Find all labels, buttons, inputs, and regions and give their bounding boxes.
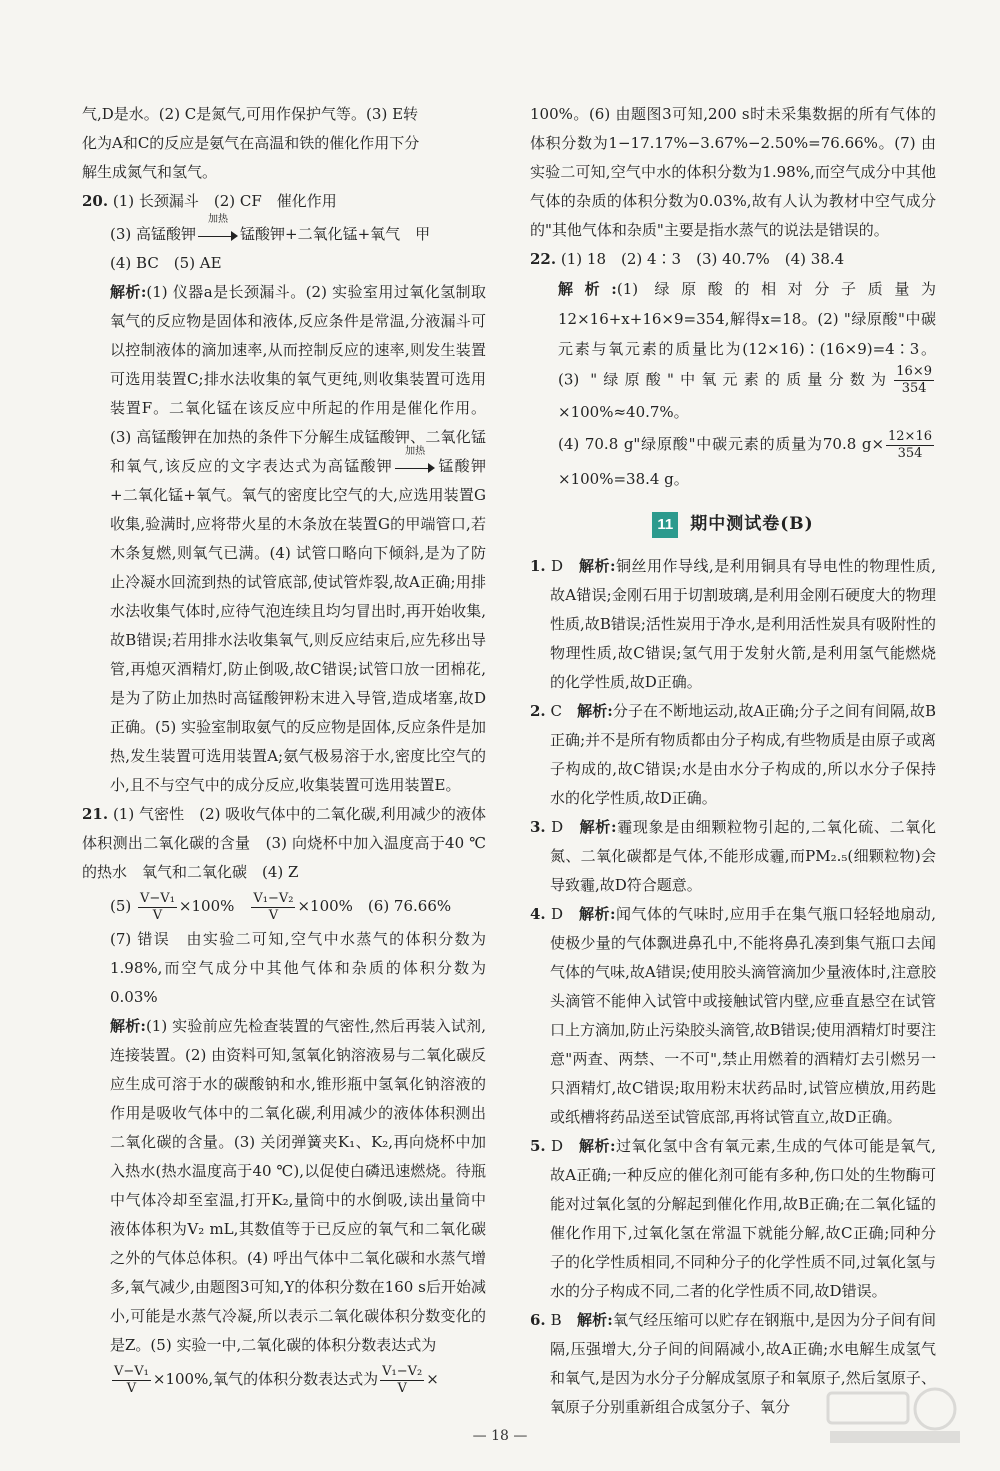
answer-text: (1) 长颈漏斗 (2) CF 催化作用 [112, 192, 337, 210]
question-22-analysis [530, 274, 936, 427]
answer-text: 锰酸钾+二氧化锰+氧气 甲 [240, 225, 431, 243]
analysis-text: ×100%=38.4 g。 [558, 469, 689, 488]
answer-item [530, 552, 936, 697]
question-number: 21. [82, 805, 109, 823]
answer-choice: D [550, 904, 563, 923]
reaction-arrow-icon [198, 214, 238, 242]
arrow-condition: 加热 [208, 214, 229, 225]
analysis-label: 解析: [558, 280, 617, 298]
question-20-answer [82, 187, 486, 216]
section-number-badge: 11 [652, 512, 678, 538]
analysis-text: (4) 70.8 g"绿原酸"中碳元素的质量为70.8 g× [558, 435, 885, 453]
analysis-text: (1) 仪器a是长颈漏斗。(2) 实验室用过氧化氢制取氧气的反应物是固体和液体,反应条件是常温,分液漏斗可以控制液体的滴加速率,从而控制反应的速率,则发生装置可选用装置C;排水法收集的氧气更纯,则收集装置可选用装置F。二氧化锰在该反应中所起的作用是催化作用。(3) 高锰酸钾在加热的条件下分解生成锰酸钾、二氧化锰和氧气,该反应的文字表达式为高锰酸钾 [110, 283, 486, 475]
question-number: 22. [530, 250, 557, 268]
analysis-label: 解析: [578, 904, 616, 923]
answer-text: (5) [110, 897, 132, 915]
question-number: 1. [530, 556, 546, 575]
analysis-text: 氧气经压缩可以贮存在钢瓶中,是因为分子间有间隔,压强增大,分子间的间隔减小,故A正确;水电解生成氢气和氧气,是因为水分子分解成氢原子和氧原子,然后氢原子、氧原子分别重新组合成氢分子、氧分 [550, 1310, 936, 1416]
section-heading [530, 510, 936, 540]
continuation-line: 解生成氮气和氢气。 [82, 163, 218, 181]
answer-choice: B [550, 1310, 562, 1329]
analysis-label: 解析: [578, 556, 616, 575]
left-column [82, 100, 486, 1398]
arrow-condition: 加热 [405, 446, 426, 457]
question-number: 5. [530, 1136, 546, 1155]
answer-choice: D [550, 556, 563, 575]
question-number: 20. [82, 192, 109, 210]
analysis-text: 霾现象是由细颗粒物引起的,二氧化硫、二氧化氮、二氧化碳都是气体,不能形成霾,而PM₂.₅(细颗粒物)会导致霾,故D符合题意。 [550, 817, 936, 894]
analysis-label: 解析: [577, 701, 613, 720]
fraction: $\frac{\text{V₁−V₂}}{V}$ [382, 1363, 423, 1396]
answer-text: ×100% (6) 76.66% [297, 897, 452, 915]
fraction: $\frac{\text{V−V₁}}{V}$ [114, 1363, 149, 1396]
answer-item [530, 813, 936, 900]
fraction: $\frac{12\times 16}{354}$ [888, 428, 932, 461]
analysis-text: 过氧化氢中含有氧元素,生成的气体可能是氧气,故A正确;一种反应的催化剂可能有多种,伤口处的生物酶可能对过氧化氢的分解起到催化作用,故B正确;在二氧化锰的催化作用下,过氧化氢在常温下就能分解,故C正确;同种分子的化学性质相同,不同种分子的化学性质不同,过氧化氢与水的分子构成不同,二者的化学性质不同,故D错误。 [550, 1136, 936, 1300]
analysis-text: 分子在不断地运动,故A正确;分子之间有间隔,故B正确;并不是所有物质都由分子构成,有些物质是由原子或离子构成的,故C错误;水是由水分子构成的,所以水分子保持水的化学性质,故D正确。 [550, 701, 936, 807]
answer-item [530, 697, 936, 813]
answer-text: (7) 错误 由实验二可知,空气中水蒸气的体积分数为1.98%,而空气成分中其他气体和杂质的体积分数为0.03% [110, 930, 486, 1006]
analysis-label: 解析: [110, 1017, 146, 1035]
question-number: 3. [530, 817, 546, 836]
answer-choice: C [550, 701, 562, 720]
analysis-text: 铜丝用作导线,是利用铜具有导电性的物理性质,故A错误;金刚石用于切割玻璃,是利用金刚石硬度大的物理性质,故B错误;活性炭用于净水,是利用活性炭具有吸附性的物理性质,故C错误;氢气用于发射火箭,是利用氢气能燃烧的化学性质,故D正确。 [550, 556, 936, 691]
question-21-analysis [82, 1012, 486, 1360]
analysis-text: (1) 绿原酸的相对分子质量为12×16+x+16×9=354,解得x=18。(2) "绿原酸"中碳元素与氧元素的质量比为(12×16)∶(16×9)=4∶3。(3) "绿原酸"中氧元素的质量分数为 [558, 280, 936, 389]
answer-item [530, 1132, 936, 1306]
continuation-line: 化为A和C的反应是氨气在高温和铁的催化作用下分 [82, 134, 420, 152]
answer-text: (4) BC (5) AE [110, 254, 222, 272]
question-number: 6. [530, 1310, 546, 1329]
answer-item [530, 900, 936, 1132]
analysis-label: 解析: [110, 283, 147, 301]
continuation-line: 气,D是水。(2) C是氮气,可用作保护气等。(3) E转 [82, 105, 419, 123]
answer-text: (1) 气密性 (2) 吸收气体中的二氧化碳,利用减少的液体体积测出二氧化碳的含量 (3) 向烧杯中加入温度高于40 ℃的热水 氧气和二氧化碳 (4) Z [82, 805, 486, 881]
answer-choice: D [551, 817, 564, 836]
analysis-text: 闻气体的气味时,应用手在集气瓶口轻轻地扇动,使极少量的气体飘进鼻孔中,不能将鼻孔凑到集气瓶口去闻气体的气味,故A错误;使用胶头滴管滴加少量液体时,注意胶头滴管不能伸入试管中或接触试管内壁,应垂直悬空在试管口上方滴加,防止污染胶头滴管,故B错误;使用酒精灯时要注意"两查、两禁、一不可",禁止用燃着的酒精灯去引燃另一只酒精灯,故C错误;取用粉末状药品时,试管应横放,用药匙或纸槽将药品送至试管底部,再将试管直立,故D正确。 [550, 904, 936, 1126]
question-number: 2. [530, 701, 546, 720]
answer-text: (3) 高锰酸钾 [110, 225, 197, 243]
answer-list [530, 552, 936, 1422]
question-22-answer [530, 245, 936, 274]
question-21-formula-line [82, 887, 486, 925]
analysis-text: (1) 实验前应先检查装置的气密性,然后再装入试剂,连接装置。(2) 由资料可知,氢氧化钠溶液易与二氧化碳反应生成可溶于水的碳酸钠和水,锥形瓶中氢氧化钠溶液的作用是吸收气体中的二氧化碳,利用减少的液体体积测出二氧化碳的含量。(3) 关闭弹簧夹K₁、K₂,再向烧杯中加入热水(热水温度高于40 ℃),以促使白磷迅速燃烧。待瓶中气体冷却至室温,打开K₂,量筒中的水倒吸,读出量筒中液体体积为V₂ mL,其数值等于已反应的氧气和二氧化碳之外的气体总体积。(4) 呼出气体中二氧化碳和水蒸气增多,氧气减少,由题图3可知,Y的体积分数在160 s后开始减小,可能是水蒸气冷凝,所以表示二氧化碳体积分数变化的是Z。(5) 实验一中,二氧化碳的体积分数表达式为 [110, 1017, 486, 1354]
question-number: 4. [530, 904, 546, 923]
question-20-analysis [82, 278, 486, 800]
reaction-arrow-icon [395, 446, 435, 474]
analysis-text: 锰酸钾+二氧化锰+氧气。氧气的密度比空气的大,应选用装置G收集,验满时,应将带火星的木条放在装置G的甲端管口,若木条复燃,则氧气已满。(4) 试管口略向下倾斜,是为了防止冷凝水回流到热的试管底部,使试管炸裂,故A正确;用排水法收集气体时,应待气泡连续且均匀冒出时,再开始收集,故B错误;若用排水法收集氧气,则反应结束后,应先移出导管,再熄灭酒精灯,防止倒吸,故C错误;试管口放一团棉花,是为了防止加热时高锰酸钾粉末进入导管,造成堵塞,故D正确。(5) 实验室制取氨气的反应物是固体,反应条件是加热,发生装置可选用装置A;氨气极易溶于水,密度比空气的小,且不与空气中的成分反应,收集装置可选用装置E。 [110, 457, 486, 794]
fraction: $\frac{\text{V₁−V₂}}{V}$ [253, 890, 294, 923]
fraction: $\frac{\text{V−V₁}}{V}$ [140, 890, 175, 923]
analysis-label: 解析: [578, 1136, 616, 1155]
right-column [530, 100, 936, 1422]
question-21-analysis-formula [82, 1360, 486, 1398]
analysis-label: 解析: [579, 817, 617, 836]
answer-text: ×100% [178, 897, 250, 915]
fraction: $\frac{16\times 9}{354}$ [896, 364, 932, 396]
question-22-analysis-4 [530, 427, 936, 496]
question-21-answer [82, 800, 486, 887]
analysis-label: 解析: [576, 1310, 613, 1329]
question-20-equation [82, 214, 486, 249]
page-number: — 18 — [472, 1428, 528, 1444]
analysis-text: ×100%≈40.7%。 [558, 403, 689, 421]
analysis-text: ×100%,氧气的体积分数表达式为 [152, 1370, 379, 1388]
watermark-logo-icon [820, 1381, 970, 1451]
continuation-text: 100%。(6) 由题图3可知,200 s时未采集数据的所有气体的体积分数为1−17.17%−3.67%−2.50%=76.66%。(7) 由实验二可知,空气中水的体积分数为1.98%,而空气成分中其他气体的杂质的体积分数为0.03%,故有人认为教材中空气成分的"其他气体和杂质"主要是指水蒸气的说法是错误的。 [530, 105, 936, 239]
answer-text: (1) 18 (2) 4∶3 (3) 40.7% (4) 38.4 [560, 250, 845, 268]
section-title: 期中测试卷(B) [690, 514, 814, 534]
analysis-text: × [426, 1370, 439, 1388]
answer-choice: D [550, 1136, 563, 1155]
